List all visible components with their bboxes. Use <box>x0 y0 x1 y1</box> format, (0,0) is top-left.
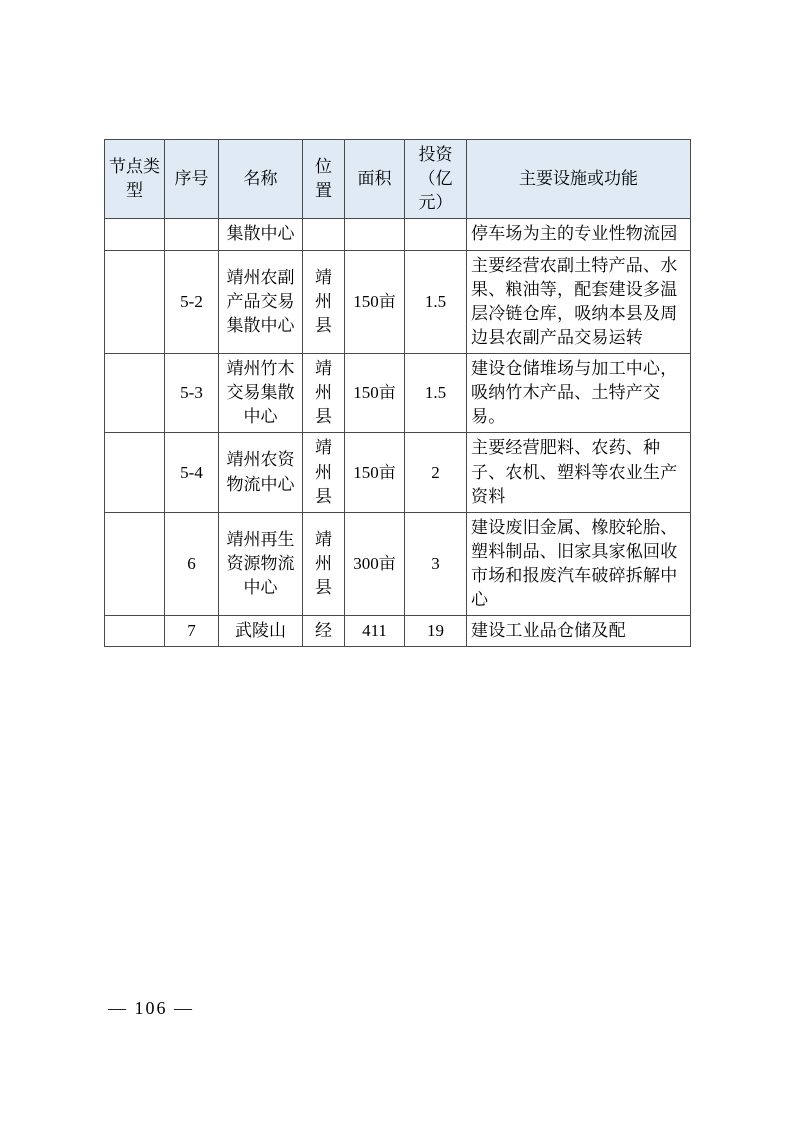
cell-index: 5-2 <box>165 250 219 354</box>
cell-name: 靖州竹木交易集散中心 <box>219 354 303 433</box>
page-number <box>104 998 690 1019</box>
table-header <box>105 140 691 219</box>
table-row <box>105 219 691 250</box>
cell-name: 靖州再生资源物流中心 <box>219 512 303 616</box>
column-header-area: 面积 <box>345 140 405 219</box>
cell-node-type <box>105 250 165 354</box>
table-row <box>105 250 691 354</box>
cell-investment: 1.5 <box>405 250 467 354</box>
cell-name: 靖州农副产品交易集散中心 <box>219 250 303 354</box>
cell-facilities: 建设仓储堆场与加工中心，吸纳竹木产品、土特产交易。 <box>467 354 691 433</box>
cell-node-type <box>105 433 165 512</box>
cell-name: 武陵山 <box>219 616 303 647</box>
cell-investment <box>405 219 467 250</box>
cell-area: 300亩 <box>345 512 405 616</box>
column-header-facilities: 主要设施或功能 <box>467 140 691 219</box>
table-row <box>105 433 691 512</box>
cell-area <box>345 219 405 250</box>
table-header-row <box>105 140 691 219</box>
cell-index: 5-3 <box>165 354 219 433</box>
cell-name: 靖州农资物流中心 <box>219 433 303 512</box>
cell-location: 靖州县 <box>303 354 345 433</box>
cell-investment: 2 <box>405 433 467 512</box>
cell-area: 411 <box>345 616 405 647</box>
cell-node-type <box>105 512 165 616</box>
cell-location: 靖州县 <box>303 250 345 354</box>
cell-location: 靖州县 <box>303 433 345 512</box>
cell-name: 集散中心 <box>219 219 303 250</box>
cell-index: 5-4 <box>165 433 219 512</box>
cell-facilities: 建设废旧金属、橡胶轮胎、塑料制品、旧家具家俬回收市场和报废汽车破碎拆解中心 <box>467 512 691 616</box>
logistics-node-table <box>104 139 691 647</box>
cell-index: 6 <box>165 512 219 616</box>
cell-area: 150亩 <box>345 354 405 433</box>
cell-facilities: 主要经营农副土特产品、水果、粮油等，配套建设多温层冷链仓库，吸纳本县及周边县农副产品交易运转 <box>467 250 691 354</box>
logistics-node-table-container <box>104 139 690 647</box>
table-body <box>105 219 691 647</box>
column-header-node-type: 节点类型 <box>105 140 165 219</box>
column-header-name: 名称 <box>219 140 303 219</box>
table-row <box>105 354 691 433</box>
cell-node-type <box>105 354 165 433</box>
cell-facilities: 停车场为主的专业性物流园 <box>467 219 691 250</box>
cell-index <box>165 219 219 250</box>
cell-investment: 19 <box>405 616 467 647</box>
cell-location <box>303 219 345 250</box>
cell-index: 7 <box>165 616 219 647</box>
cell-facilities: 建设工业品仓储及配 <box>467 616 691 647</box>
cell-node-type <box>105 219 165 250</box>
cell-investment: 3 <box>405 512 467 616</box>
page-number-text: — 106 — <box>108 998 194 1018</box>
table-row <box>105 512 691 616</box>
cell-area: 150亩 <box>345 250 405 354</box>
cell-area: 150亩 <box>345 433 405 512</box>
cell-investment: 1.5 <box>405 354 467 433</box>
column-header-index: 序号 <box>165 140 219 219</box>
cell-node-type <box>105 616 165 647</box>
cell-facilities: 主要经营肥料、农药、种子、农机、塑料等农业生产资料 <box>467 433 691 512</box>
column-header-location: 位置 <box>303 140 345 219</box>
column-header-investment: 投资（亿元） <box>405 140 467 219</box>
cell-location: 经 <box>303 616 345 647</box>
table-row <box>105 616 691 647</box>
cell-location: 靖州县 <box>303 512 345 616</box>
